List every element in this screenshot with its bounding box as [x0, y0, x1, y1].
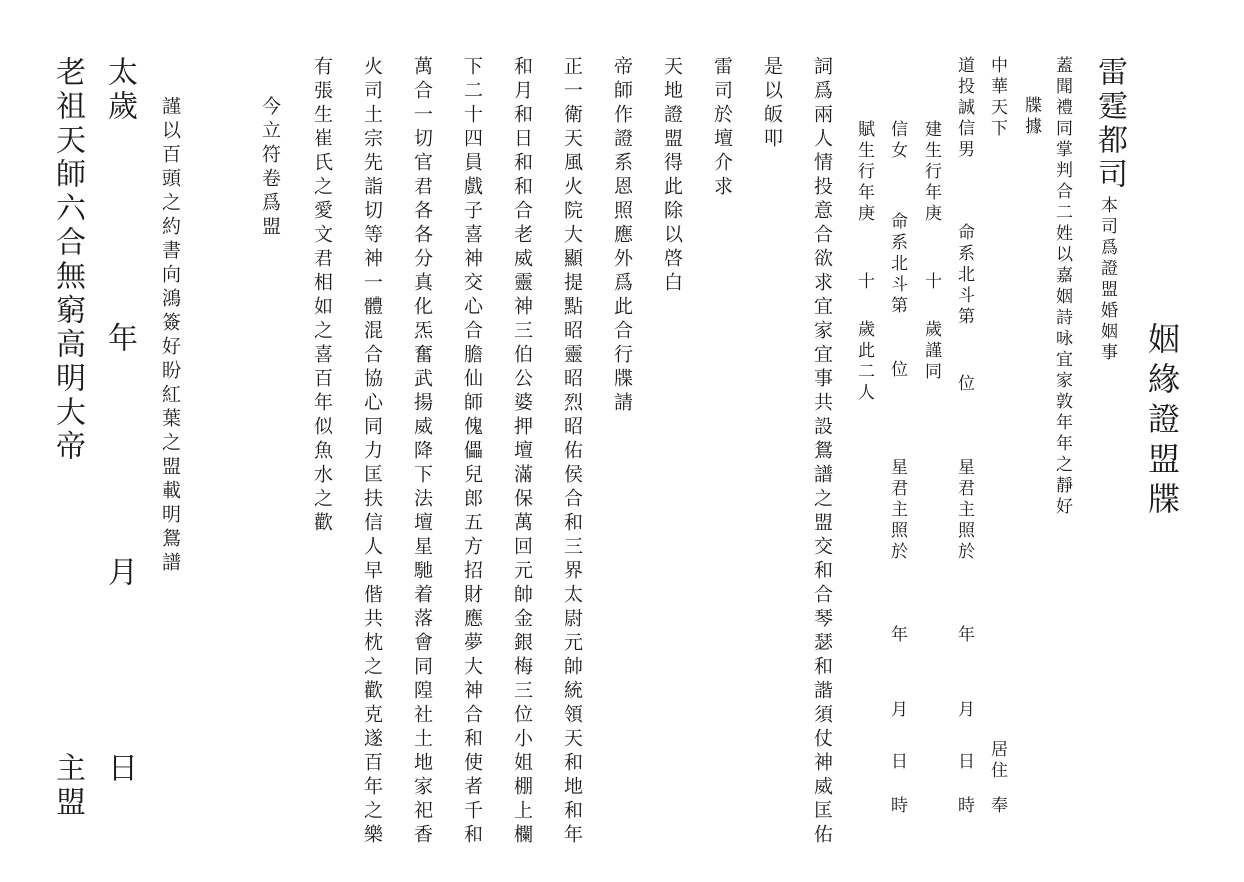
closing-month: 月	[102, 556, 137, 590]
juzhu-label: 居住	[987, 740, 1007, 782]
groom-wei: 位	[954, 374, 974, 395]
body-line-9: 萬合一切官君各各分真化炁奮武揚威降下法壇星馳着落會同隍社土地家祀香	[411, 56, 433, 848]
body-line-5: 帝師作證系恩照應外爲此合行牒請	[611, 56, 633, 416]
groom-shi: 十	[921, 272, 941, 293]
office-name: 雷霆都司	[1092, 56, 1127, 192]
bride-mingxi: 命系北斗第	[887, 212, 907, 317]
body-line-8: 下二十四員戲子喜神交心合膽仙師傀儡兒郎五方招財應夢大神合和使者千和	[461, 56, 483, 848]
feng-label: 奉	[987, 796, 1007, 817]
closing-day: 日	[102, 752, 137, 786]
body-line-6: 正一衛天風火院大顯提點昭靈昭烈昭佑侯合和三界太尉元帥統領天和地和年	[561, 56, 583, 848]
body-line-1: 詞爲兩人情投意合欲求宜家宜事共設鴛譜之盟交和合琴瑟和諧須仗神威匡佑	[811, 56, 833, 848]
zhumeng-label: 主盟	[50, 752, 85, 820]
bride-day: 日	[887, 752, 907, 773]
document-title: 姻緣證盟牒	[1143, 322, 1181, 522]
groom-hour: 時	[954, 796, 974, 817]
closing-oath: 謹以百頭之約書向鴻簽好盼紅葉之盟載明鴛譜	[159, 96, 181, 576]
groom-day: 日	[954, 752, 974, 773]
dieju-label: 牒據	[1021, 96, 1041, 138]
groom-mingxi: 命系北斗第	[954, 223, 974, 328]
body-line-11: 有張生崔氏之愛文君相如之喜百年似魚水之歡	[311, 56, 333, 536]
bride-sui: 歲此二人	[854, 320, 874, 404]
groom-xingjun: 星君主照於	[954, 458, 974, 563]
bride-month: 月	[887, 700, 907, 721]
body-line-3: 雷司於壇介求	[711, 56, 733, 200]
body-line-10: 火司土宗先詣切等神一體混合協心同力匡扶信人早偕共枕之歡克遂百年之樂	[361, 56, 383, 848]
taisui-label: 太歲	[102, 56, 137, 124]
bride-hour: 時	[887, 796, 907, 817]
bride-wei: 位	[887, 360, 907, 381]
groom-sui: 歲謹同	[921, 320, 941, 383]
bride-year: 年	[887, 625, 907, 646]
body-line-7: 和月和日和和合老威靈神三伯公婆押壇滿保萬回元帥金銀梅三位小姐棚上欄	[511, 56, 533, 848]
groom-year: 年	[954, 625, 974, 646]
opening-line: 蓋聞禮同掌判合二姓以嘉姻詩咏宜家敦年年之靜好	[1052, 56, 1072, 518]
bride-line: 信女	[887, 120, 907, 162]
body-line-4: 天地證盟得此除以啓白	[661, 56, 683, 296]
bride-fusheng: 賦生行年庚	[854, 120, 874, 225]
office-note: 本司爲證盟婚姻事	[1097, 196, 1117, 364]
groom-jiansheng: 建生行年庚	[921, 120, 941, 225]
groom-line: 道投誠信男	[954, 56, 974, 161]
zhonghua-label: 中華天下	[987, 56, 1007, 140]
closing-year: 年	[102, 322, 137, 356]
body-line-2: 是以皈叩	[761, 56, 783, 152]
bride-shi: 十	[854, 272, 874, 293]
body-line-12: 今立符卷爲盟	[259, 96, 281, 240]
presiding-deity: 老祖天師六合無窮高明大帝	[50, 56, 85, 464]
groom-month: 月	[954, 700, 974, 721]
bride-xingjun: 星君主照於	[887, 458, 907, 563]
